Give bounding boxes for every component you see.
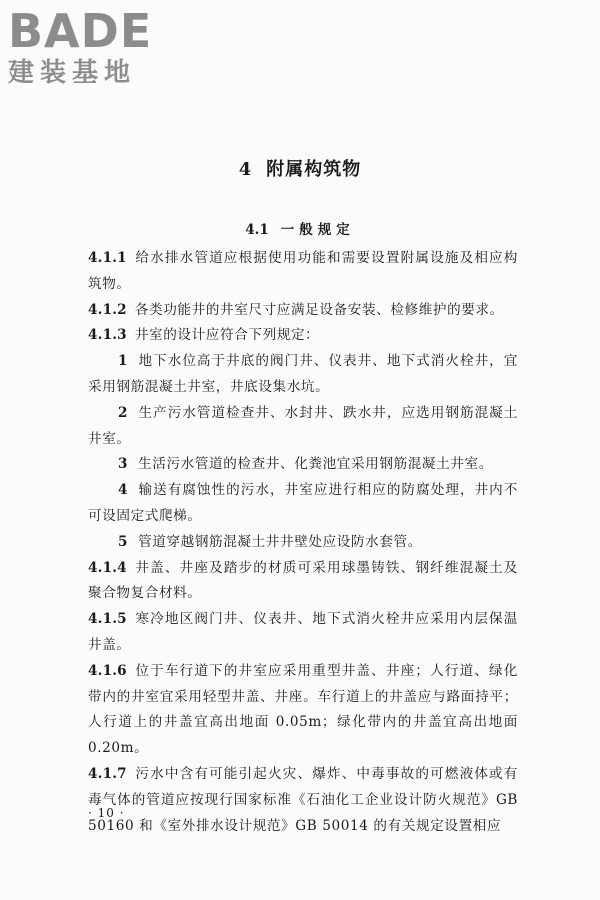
item-text: 生产污水管道检查井、水封井、跌水井，应选用钢筋混凝土井室。 [88,404,518,447]
clause-4-1-2 [88,298,518,324]
section-number: 4.1 [245,222,269,238]
list-item-2 [88,401,518,453]
list-item-3 [88,452,518,478]
logo [8,6,178,88]
clause-text: 各类功能井的井室尺寸应满足设备安装、检修维护的要求。 [134,301,504,318]
clause-number: 4.1.1 [88,250,127,266]
list-item-4 [88,478,518,530]
clause-text: 寒冷地区阀门井、仪表井、地下式消火栓井应采用内层保温井盖。 [88,611,518,653]
item-text: 管道穿越钢筋混凝土井井壁处应设防水套管。 [138,533,422,550]
clause-text: 井室的设计应符合下列规定： [134,327,320,344]
item-number: 4 [118,482,129,499]
chapter-title: 附属构筑物 [266,159,362,180]
chapter-number: 4 [238,159,253,180]
clause-4-1-7 [88,762,518,839]
clause-4-1-6 [88,659,518,762]
chapter-heading [0,155,600,181]
document-body [88,246,518,839]
item-number: 1 [118,353,129,370]
item-text: 生活污水管道的检查井、化粪池宜采用钢筋混凝土井室。 [138,456,493,473]
clause-4-1-1 [88,246,518,298]
item-text: 地下水位高于井底的阀门井、仪表井、地下式消火栓井，宜采用钢筋混凝土井室，井底设集水坑。 [88,353,518,395]
clause-text: 井盖、井座及踏步的材质可采用球墨铸铁、钢纤维混凝土及聚合物复合材料。 [88,559,518,602]
clause-4-1-5 [88,607,518,659]
clause-4-1-3 [88,323,518,349]
section-title: 一般规定 [280,222,355,238]
section-heading [0,218,600,238]
clause-text: 污水中含有可能引起火灾、爆炸、中毒事故的可燃液体或有毒气体的管道应按现行国家标准《石油化工企业设计防火规范》GB 50160 和《室外排水设计规范》GB 50014 的有关规定设置相应 [88,765,518,834]
item-number: 5 [118,533,129,550]
page-number: · 10 · [88,806,125,820]
clause-number: 4.1.7 [88,765,127,782]
logo-chinese-text: 建装基地 [8,58,137,88]
clause-4-1-4 [88,556,518,608]
list-item-5 [88,530,518,556]
item-number: 3 [118,456,129,473]
logo-latin-text: BADE [8,4,153,58]
item-number: 2 [118,404,129,421]
clause-text: 位于车行道下的井室应采用重型井盖、井座；人行道、绿化带内的井室宜采用轻型井盖、井座。车行道上的井盖应与路面持平；人行道上的井盖宜高出地面 0.05m；绿化带内的井盖宜高出地面 0.20m。 [88,662,518,757]
clause-number: 4.1.6 [88,662,127,679]
item-text: 输送有腐蚀性的污水，井室应进行相应的防腐处理，井内不可设固定式爬梯。 [88,482,518,524]
list-item-1 [88,349,518,401]
clause-text: 给水排水管道应根据使用功能和需要设置附属设施及相应构筑物。 [88,250,518,292]
clause-number: 4.1.3 [88,327,127,344]
clause-number: 4.1.2 [88,301,127,318]
clause-number: 4.1.5 [88,611,127,628]
clause-number: 4.1.4 [88,559,127,576]
